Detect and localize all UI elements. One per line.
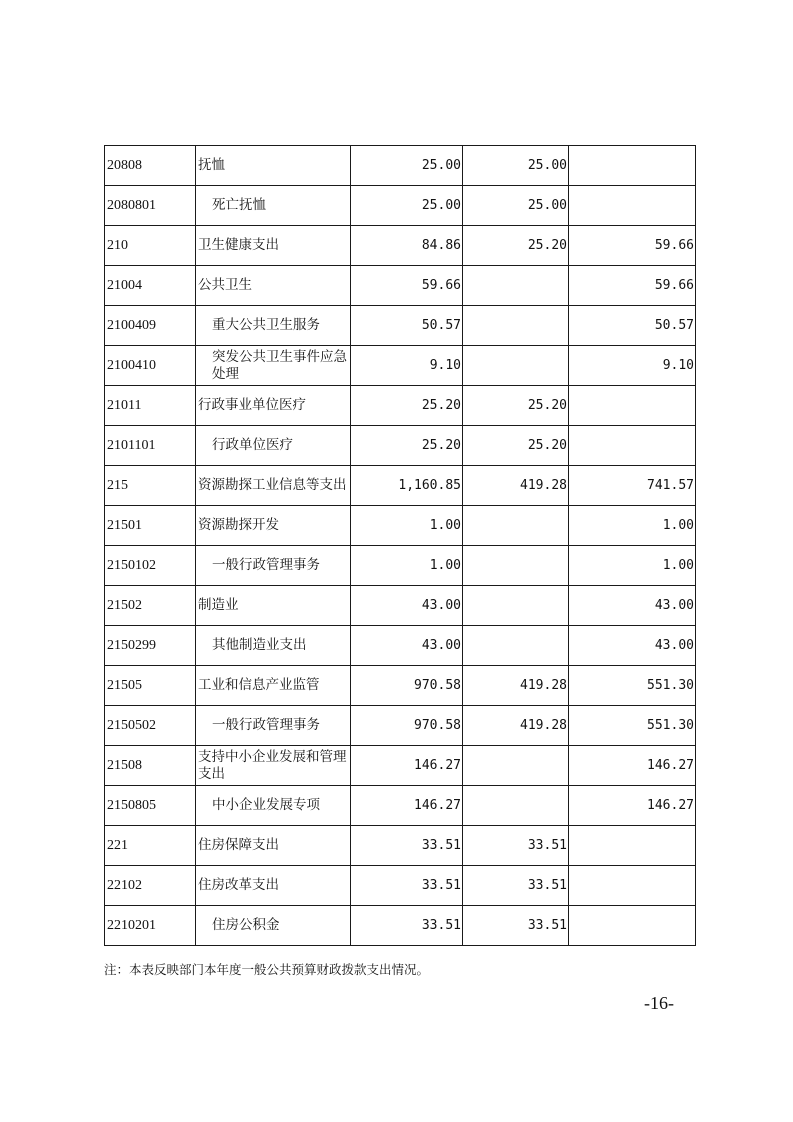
subject-code-cell: 21004 <box>105 266 196 306</box>
total-amount-cell: 43.00 <box>351 586 463 626</box>
project-expenditure-cell: 741.57 <box>569 466 696 506</box>
expenditure-table-body <box>105 146 696 946</box>
basic-expenditure-cell: 33.51 <box>463 906 569 946</box>
project-expenditure-cell: 43.00 <box>569 626 696 666</box>
subject-code-cell: 2150299 <box>105 626 196 666</box>
subject-code-cell: 20808 <box>105 146 196 186</box>
subject-name-cell: 抚恤 <box>196 146 351 186</box>
total-amount-cell: 1.00 <box>351 546 463 586</box>
total-amount-cell: 1.00 <box>351 506 463 546</box>
table-row <box>105 866 696 906</box>
subject-name-cell: 工业和信息产业监管 <box>196 666 351 706</box>
subject-code-cell: 21502 <box>105 586 196 626</box>
table-row <box>105 346 696 386</box>
table-row <box>105 226 696 266</box>
table-row <box>105 506 696 546</box>
basic-expenditure-cell <box>463 306 569 346</box>
total-amount-cell: 59.66 <box>351 266 463 306</box>
total-amount-cell: 1,160.85 <box>351 466 463 506</box>
subject-code-cell: 2100410 <box>105 346 196 386</box>
project-expenditure-cell: 1.00 <box>569 546 696 586</box>
project-expenditure-cell <box>569 386 696 426</box>
subject-name-cell: 住房公积金 <box>196 906 351 946</box>
total-amount-cell: 33.51 <box>351 906 463 946</box>
basic-expenditure-cell: 33.51 <box>463 866 569 906</box>
basic-expenditure-cell: 25.00 <box>463 186 569 226</box>
basic-expenditure-cell <box>463 786 569 826</box>
total-amount-cell: 970.58 <box>351 666 463 706</box>
project-expenditure-cell: 146.27 <box>569 746 696 786</box>
table-row <box>105 186 696 226</box>
total-amount-cell: 146.27 <box>351 746 463 786</box>
project-expenditure-cell <box>569 826 696 866</box>
total-amount-cell: 25.00 <box>351 186 463 226</box>
total-amount-cell: 9.10 <box>351 346 463 386</box>
subject-name-cell: 公共卫生 <box>196 266 351 306</box>
total-amount-cell: 25.20 <box>351 386 463 426</box>
total-amount-cell: 33.51 <box>351 866 463 906</box>
project-expenditure-cell: 1.00 <box>569 506 696 546</box>
project-expenditure-cell: 59.66 <box>569 226 696 266</box>
basic-expenditure-cell: 419.28 <box>463 466 569 506</box>
total-amount-cell: 25.00 <box>351 146 463 186</box>
subject-code-cell: 21505 <box>105 666 196 706</box>
subject-code-cell: 215 <box>105 466 196 506</box>
subject-code-cell: 2210201 <box>105 906 196 946</box>
basic-expenditure-cell <box>463 506 569 546</box>
subject-code-cell: 210 <box>105 226 196 266</box>
table-row <box>105 306 696 346</box>
subject-code-cell: 2100409 <box>105 306 196 346</box>
table-footnote: 注：本表反映部门本年度一般公共预算财政拨款支出情况。 <box>104 962 430 977</box>
basic-expenditure-cell <box>463 346 569 386</box>
expenditure-table <box>104 145 696 946</box>
basic-expenditure-cell: 25.20 <box>463 426 569 466</box>
project-expenditure-cell <box>569 146 696 186</box>
subject-code-cell: 21508 <box>105 746 196 786</box>
subject-name-cell: 中小企业发展专项 <box>196 786 351 826</box>
subject-name-cell: 住房改革支出 <box>196 866 351 906</box>
subject-code-cell: 21011 <box>105 386 196 426</box>
total-amount-cell: 84.86 <box>351 226 463 266</box>
table-row <box>105 546 696 586</box>
table-row <box>105 586 696 626</box>
total-amount-cell: 33.51 <box>351 826 463 866</box>
subject-name-cell: 其他制造业支出 <box>196 626 351 666</box>
project-expenditure-cell: 551.30 <box>569 706 696 746</box>
basic-expenditure-cell: 25.00 <box>463 146 569 186</box>
subject-code-cell: 21501 <box>105 506 196 546</box>
subject-code-cell: 2150102 <box>105 546 196 586</box>
subject-name-cell: 卫生健康支出 <box>196 226 351 266</box>
subject-name-cell: 突发公共卫生事件应急处理 <box>196 346 351 386</box>
project-expenditure-cell: 9.10 <box>569 346 696 386</box>
subject-code-cell: 2080801 <box>105 186 196 226</box>
subject-name-cell: 行政单位医疗 <box>196 426 351 466</box>
total-amount-cell: 146.27 <box>351 786 463 826</box>
subject-name-cell: 资源勘探工业信息等支出 <box>196 466 351 506</box>
project-expenditure-cell: 146.27 <box>569 786 696 826</box>
subject-name-cell: 一般行政管理事务 <box>196 546 351 586</box>
table-row <box>105 666 696 706</box>
project-expenditure-cell <box>569 866 696 906</box>
total-amount-cell: 25.20 <box>351 426 463 466</box>
project-expenditure-cell <box>569 426 696 466</box>
table-row <box>105 906 696 946</box>
project-expenditure-cell <box>569 906 696 946</box>
subject-name-cell: 一般行政管理事务 <box>196 706 351 746</box>
basic-expenditure-cell <box>463 546 569 586</box>
table-row <box>105 786 696 826</box>
subject-code-cell: 2150805 <box>105 786 196 826</box>
table-row <box>105 386 696 426</box>
basic-expenditure-cell: 25.20 <box>463 226 569 266</box>
project-expenditure-cell <box>569 186 696 226</box>
total-amount-cell: 970.58 <box>351 706 463 746</box>
project-expenditure-cell: 43.00 <box>569 586 696 626</box>
project-expenditure-cell: 50.57 <box>569 306 696 346</box>
table-row <box>105 746 696 786</box>
basic-expenditure-cell: 419.28 <box>463 666 569 706</box>
subject-name-cell: 资源勘探开发 <box>196 506 351 546</box>
subject-name-cell: 重大公共卫生服务 <box>196 306 351 346</box>
basic-expenditure-cell <box>463 746 569 786</box>
subject-name-cell: 制造业 <box>196 586 351 626</box>
basic-expenditure-cell: 33.51 <box>463 826 569 866</box>
table-row <box>105 266 696 306</box>
subject-name-cell: 支持中小企业发展和管理支出 <box>196 746 351 786</box>
project-expenditure-cell: 551.30 <box>569 666 696 706</box>
table-row <box>105 706 696 746</box>
subject-code-cell: 22102 <box>105 866 196 906</box>
total-amount-cell: 43.00 <box>351 626 463 666</box>
subject-name-cell: 行政事业单位医疗 <box>196 386 351 426</box>
basic-expenditure-cell: 25.20 <box>463 386 569 426</box>
subject-code-cell: 2150502 <box>105 706 196 746</box>
table-row <box>105 426 696 466</box>
table-row <box>105 626 696 666</box>
subject-name-cell: 住房保障支出 <box>196 826 351 866</box>
subject-code-cell: 2101101 <box>105 426 196 466</box>
table-row <box>105 146 696 186</box>
subject-code-cell: 221 <box>105 826 196 866</box>
basic-expenditure-cell <box>463 266 569 306</box>
subject-name-cell: 死亡抚恤 <box>196 186 351 226</box>
page-number: -16- <box>644 993 674 1013</box>
total-amount-cell: 50.57 <box>351 306 463 346</box>
table-row <box>105 826 696 866</box>
basic-expenditure-cell <box>463 626 569 666</box>
project-expenditure-cell: 59.66 <box>569 266 696 306</box>
basic-expenditure-cell <box>463 586 569 626</box>
basic-expenditure-cell: 419.28 <box>463 706 569 746</box>
table-row <box>105 466 696 506</box>
